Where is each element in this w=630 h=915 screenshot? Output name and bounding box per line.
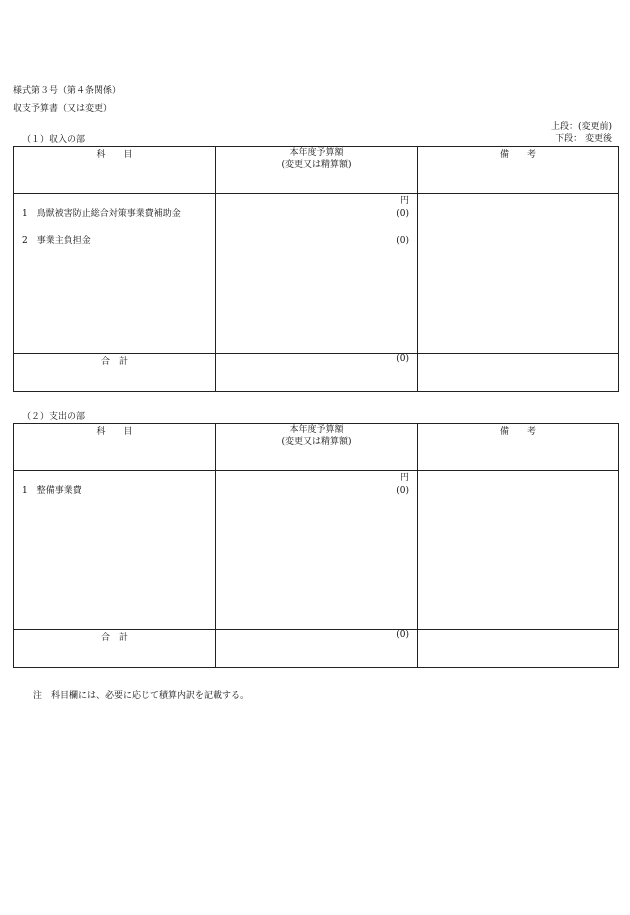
income-amount-2: (0) [396, 236, 409, 246]
income-items-cell [14, 194, 216, 354]
expense-section-title: （２）支出の部 [22, 412, 86, 422]
expense-remarks-cell [418, 471, 619, 630]
income-total-remarks [418, 354, 619, 392]
income-remarks-cell [418, 194, 619, 354]
expense-col-remarks: 備 考 [418, 424, 619, 471]
income-table [13, 146, 619, 392]
expense-amount-1: (0) [396, 486, 409, 496]
income-body-row [14, 194, 619, 354]
expense-body-row [14, 471, 619, 630]
expense-total-row [14, 630, 619, 668]
footnote: 注 科目欄には、必要に応じて積算内訳を記載する。 [33, 691, 250, 701]
income-col-item: 科 目 [14, 147, 216, 194]
expense-total-label: 合 計 [14, 630, 216, 668]
income-section-title: （１）収入の部 [22, 135, 86, 145]
income-item-2: 2 事業主負担金 [22, 236, 91, 246]
expense-amounts-cell [216, 471, 418, 630]
legend-lower: 下段： 変更後 [555, 134, 612, 144]
document-title: 収支予算書（又は変更） [13, 104, 113, 114]
expense-header-row [14, 424, 619, 471]
expense-total-remarks [418, 630, 619, 668]
expense-col-item: 科 目 [14, 424, 216, 471]
income-total-label: 合 計 [14, 354, 216, 392]
income-amount-1: (0) [396, 209, 409, 219]
income-amounts-cell [216, 194, 418, 354]
income-total-row [14, 354, 619, 392]
form-number: 様式第３号（第４条関係） [13, 86, 122, 96]
legend-upper: 上段：(変更前) [550, 122, 612, 132]
expense-total-amount: (0) [216, 630, 418, 668]
expense-item-1: 1 整備事業費 [22, 486, 82, 496]
income-unit: 円 [399, 196, 409, 206]
income-col-remarks: 備 考 [418, 147, 619, 194]
expense-items-cell [14, 471, 216, 630]
expense-unit: 円 [399, 473, 409, 483]
income-total-amount: (0) [216, 354, 418, 392]
income-item-1: 1 鳥獣被害防止総合対策事業費補助金 [22, 209, 181, 219]
expense-col-amount: 本年度予算額 (変更又は精算額) [216, 424, 418, 471]
income-col-amount: 本年度予算額 (変更又は精算額) [216, 147, 418, 194]
income-header-row [14, 147, 619, 194]
expense-table [13, 423, 619, 668]
